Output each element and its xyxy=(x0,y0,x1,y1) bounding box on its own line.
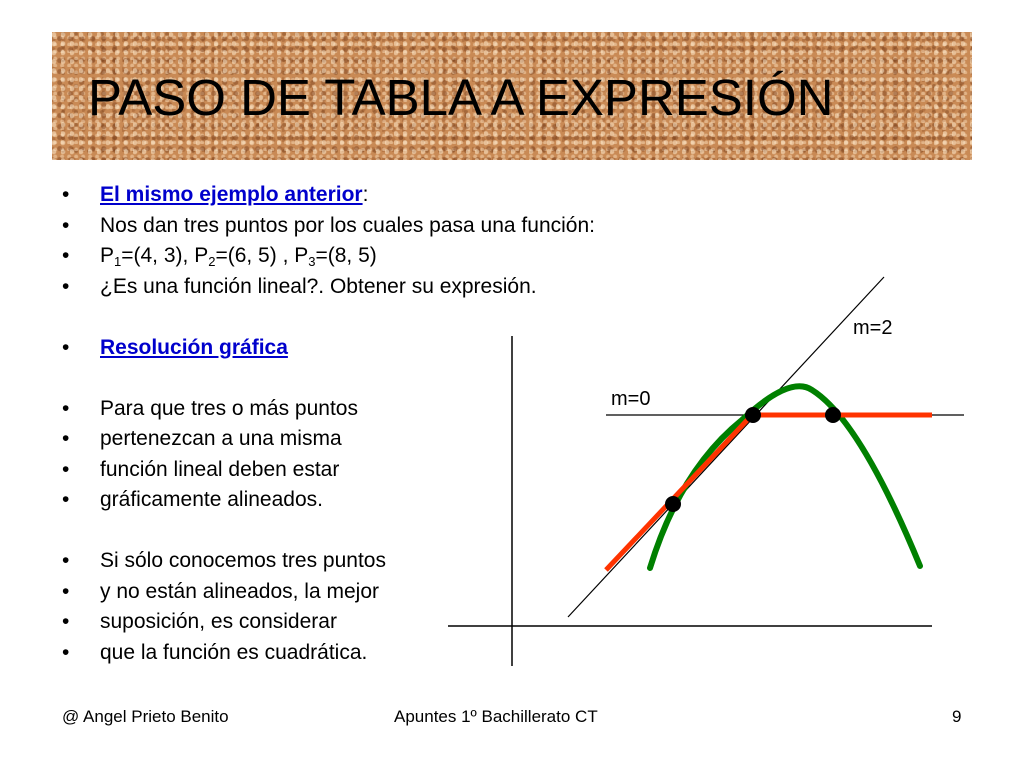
footer-author: @ Angel Prieto Benito xyxy=(62,707,229,726)
bullet-icon: • xyxy=(62,427,70,450)
tangent-line-m2 xyxy=(568,277,884,617)
point-p1-letter: P xyxy=(100,244,115,267)
point-p1-value: =(4, 3), xyxy=(121,244,195,267)
point-p2-sub: 2 xyxy=(208,254,216,269)
bullet-text: y no están alineados, la mejor xyxy=(100,579,379,603)
bullet-text: Para que tres o más puntos xyxy=(100,396,358,420)
link-resolucion-grafica[interactable]: Resolución gráfica xyxy=(100,335,288,359)
bullet-icon: • xyxy=(62,183,70,206)
colon-text: : xyxy=(362,183,369,206)
bullet-icon: • xyxy=(62,488,70,511)
point-p3-letter: P xyxy=(294,244,309,267)
link-mismo-ejemplo[interactable]: El mismo ejemplo anterior xyxy=(100,183,363,206)
point-p1-marker xyxy=(665,496,681,512)
bullet-icon: • xyxy=(62,640,70,664)
bullet-icon: • xyxy=(62,244,70,267)
footer-page-number: 9 xyxy=(952,707,962,726)
bullet-icon: • xyxy=(62,274,70,298)
label-m2: m=2 xyxy=(853,317,893,339)
bullet-icon: • xyxy=(62,396,70,420)
bullet-icon: • xyxy=(62,549,70,572)
bullet-text: Nos dan tres puntos por los cuales pasa una función: xyxy=(100,213,595,237)
bullet-icon: • xyxy=(62,457,70,481)
bullet-text: función lineal deben estar xyxy=(100,457,340,481)
label-m0: m=0 xyxy=(611,388,651,410)
slide-title: PASO DE TABLA A EXPRESIÓN xyxy=(88,69,834,126)
secant-segment-1 xyxy=(606,415,752,570)
bullet-icon: • xyxy=(62,213,70,237)
point-p2-value: =(6, 5) , xyxy=(215,244,295,267)
bullet-icon: • xyxy=(62,335,70,359)
bullet-text: ¿Es una función lineal?. Obtener su expresión. xyxy=(100,274,537,298)
bullet-text: Si sólo conocemos tres puntos xyxy=(100,549,386,572)
bullet-icon: • xyxy=(62,579,70,603)
point-p3-sub: 3 xyxy=(308,254,316,269)
point-p3-value: =(8, 5) xyxy=(315,244,377,267)
point-p2-letter: P xyxy=(194,244,209,267)
point-p2-marker xyxy=(745,407,761,423)
bullet-text: gráficamente alineados. xyxy=(100,488,323,511)
bullet-text: pertenezcan a una misma xyxy=(100,427,342,450)
bullet-icon: • xyxy=(62,610,70,633)
footer-course: Apuntes 1º Bachillerato CT xyxy=(394,707,598,726)
point-p3-marker xyxy=(825,407,841,423)
bullet-text: suposición, es considerar xyxy=(100,610,337,633)
bullet-text: que la función es cuadrática. xyxy=(100,640,368,664)
point-p1-sub: 1 xyxy=(114,254,122,269)
